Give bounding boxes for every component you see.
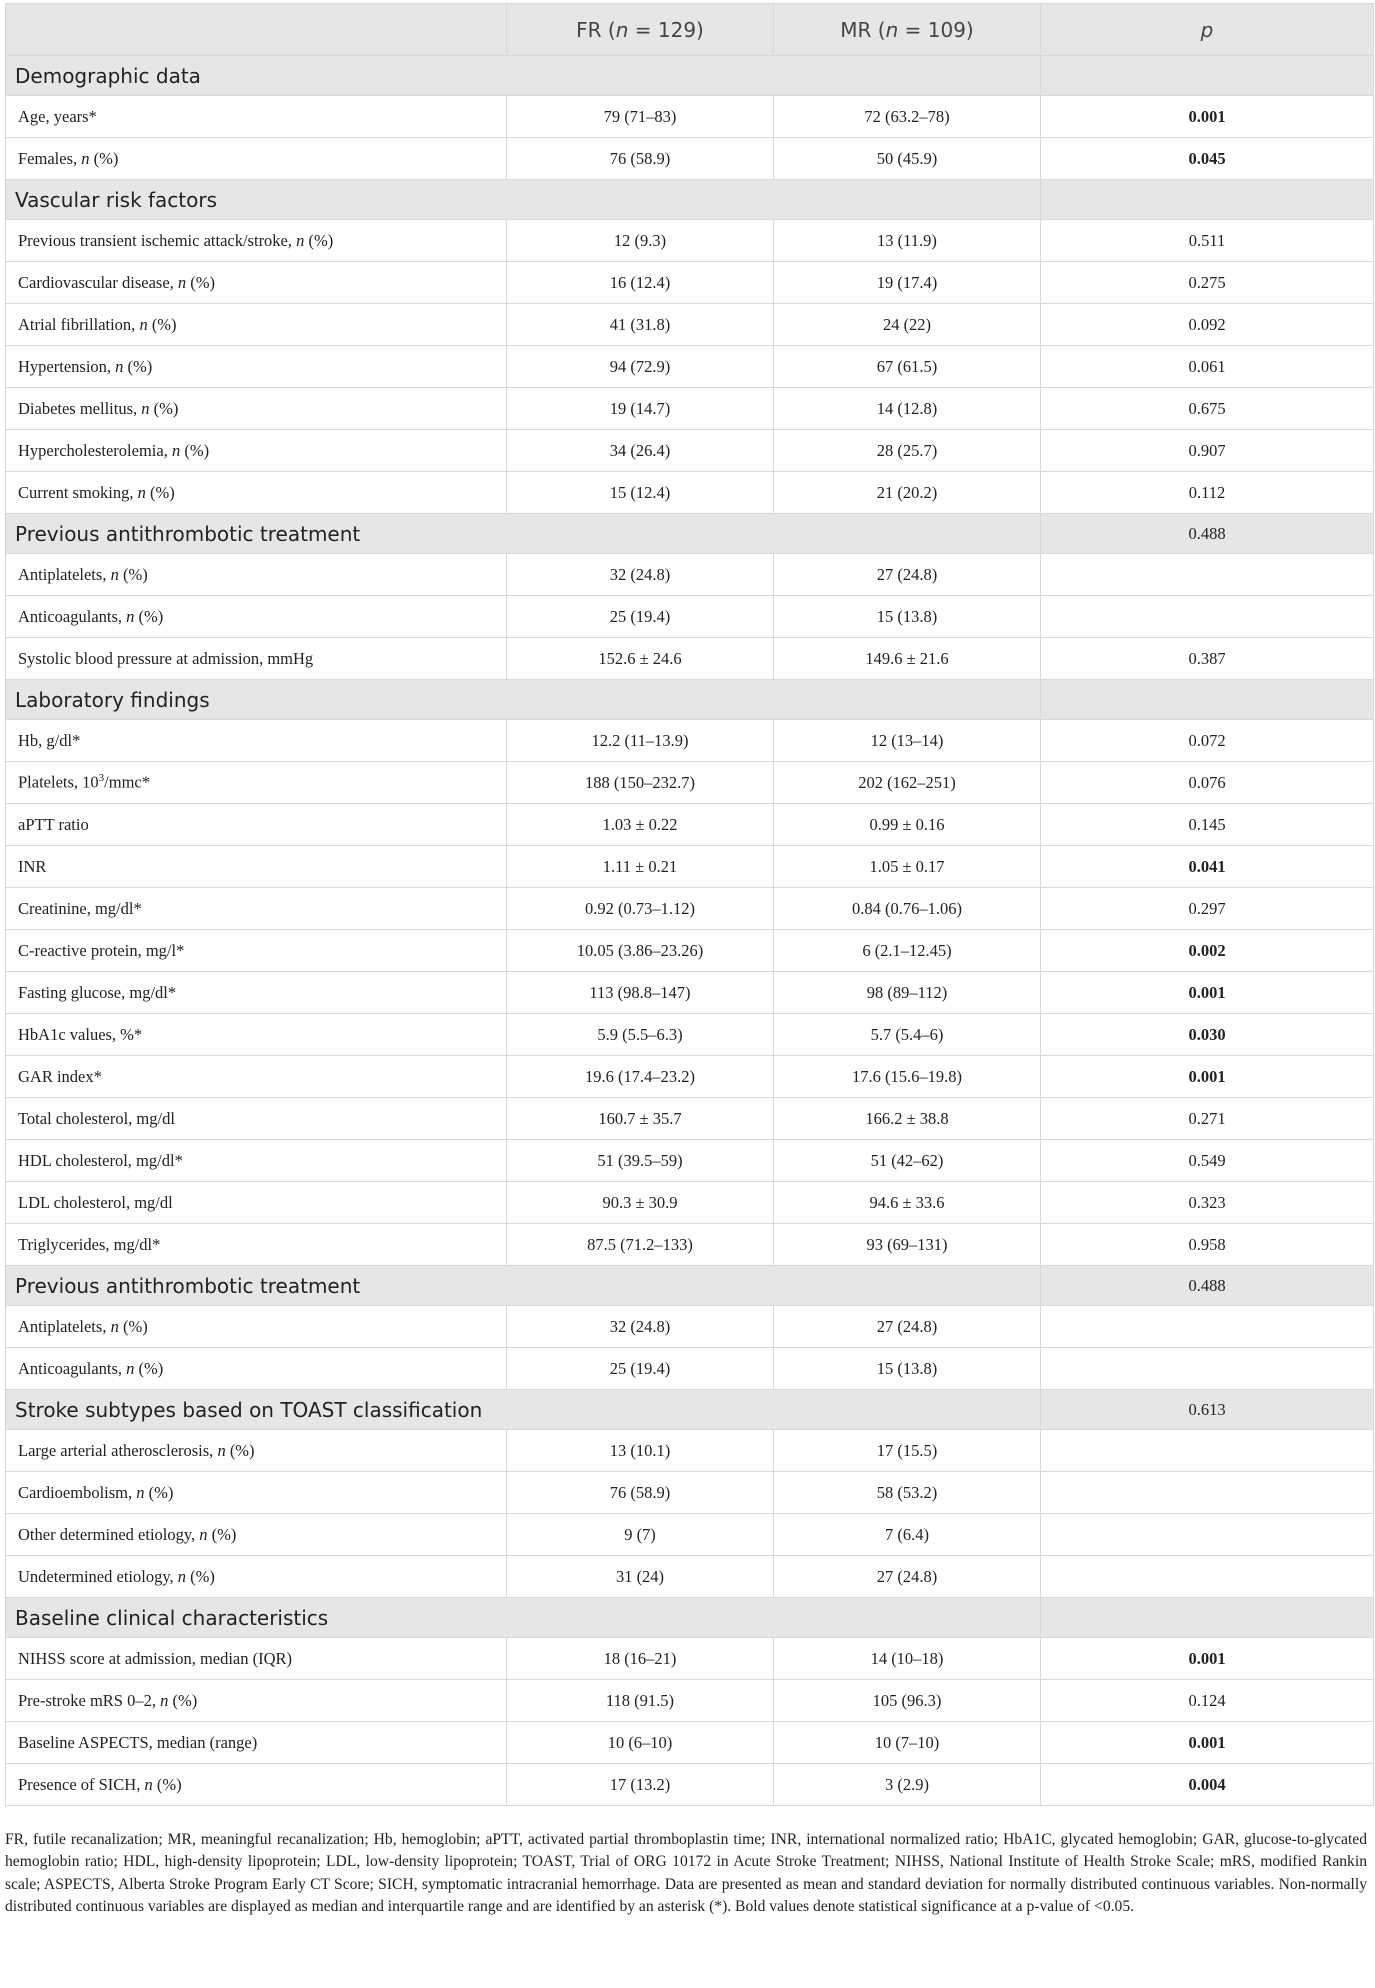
mr-value: 10 (7–10) [774, 1722, 1041, 1764]
row-label-text: Large arterial atherosclerosis, [18, 1440, 218, 1460]
section-header-row [6, 680, 1374, 720]
fr-value: 25 (19.4) [507, 1348, 774, 1390]
p-value: 0.061 [1041, 346, 1374, 388]
fr-value: 188 (150–232.7) [507, 762, 774, 804]
p-value: 0.124 [1041, 1680, 1374, 1722]
row-label-tail: (%) [144, 1482, 174, 1502]
p-value: 0.001 [1041, 1722, 1374, 1764]
fr-value: 15 (12.4) [507, 472, 774, 514]
p-value: 0.271 [1041, 1098, 1374, 1140]
row-label-text: Triglycerides, mg/dl* [18, 1234, 161, 1254]
row-label [6, 930, 507, 972]
fr-value: 79 (71–83) [507, 96, 774, 138]
mr-value: 67 (61.5) [774, 346, 1041, 388]
table-row [6, 762, 1374, 804]
row-label [6, 638, 507, 680]
row-label [6, 554, 507, 596]
p-value [1041, 1348, 1374, 1390]
row-label [6, 1140, 507, 1182]
mr-value: 27 (24.8) [774, 1306, 1041, 1348]
table-row [6, 1514, 1374, 1556]
p-value: 0.511 [1041, 220, 1374, 262]
fr-value: 5.9 (5.5–6.3) [507, 1014, 774, 1056]
header-fr-n-label: n [615, 17, 629, 42]
p-value: 0.112 [1041, 472, 1374, 514]
p-value: 0.004 [1041, 1764, 1374, 1806]
fr-value: 25 (19.4) [507, 596, 774, 638]
row-label-text: Pre-stroke mRS 0–2, [18, 1690, 161, 1710]
row-label-text: Anticoagulants, [18, 606, 127, 626]
row-label-italic: n [126, 606, 135, 626]
row-label-text: INR [18, 856, 47, 876]
row-label [6, 1472, 507, 1514]
mr-value: 3 (2.9) [774, 1764, 1041, 1806]
table-row [6, 1556, 1374, 1598]
mr-value: 19 (17.4) [774, 262, 1041, 304]
mr-value: 17.6 (15.6–19.8) [774, 1056, 1041, 1098]
p-value: 0.387 [1041, 638, 1374, 680]
header-mr-n-label: n [885, 17, 899, 42]
row-label-text: Undetermined etiology, [18, 1566, 178, 1586]
p-value: 0.002 [1041, 930, 1374, 972]
row-label-text: Cardiovascular disease, [18, 272, 178, 292]
row-label-tail: (%) [152, 1774, 182, 1794]
row-label-text: Platelets, 10 [18, 772, 99, 792]
row-label [6, 1224, 507, 1266]
fr-value: 19.6 (17.4–23.2) [507, 1056, 774, 1098]
section-header-row [6, 1598, 1374, 1638]
row-label [6, 1182, 507, 1224]
row-label [6, 1098, 507, 1140]
fr-value: 13 (10.1) [507, 1430, 774, 1472]
row-label-text: Atrial fibrillation, [18, 314, 140, 334]
header-cell-mr: MR (n = 109) [774, 4, 1041, 56]
table-row [6, 1306, 1374, 1348]
section-header-row [6, 1390, 1374, 1430]
row-label-italic: n [137, 482, 146, 502]
table-container [5, 3, 1373, 1806]
row-label-text: Anticoagulants, [18, 1358, 127, 1378]
row-label-tail: (%) [123, 356, 153, 376]
row-label-text: Cardioembolism, [18, 1482, 137, 1502]
mr-value: 0.99 ± 0.16 [774, 804, 1041, 846]
row-label-text: Current smoking, [18, 482, 138, 502]
table-row [6, 554, 1374, 596]
row-label-text: GAR index* [18, 1066, 102, 1086]
p-value [1041, 1306, 1374, 1348]
p-value: 0.001 [1041, 1638, 1374, 1680]
row-label-italic: n [115, 356, 124, 376]
section-p-value [1041, 180, 1374, 220]
table-row [6, 846, 1374, 888]
fr-value: 1.11 ± 0.21 [507, 846, 774, 888]
row-label-text: Baseline ASPECTS, median (range) [18, 1732, 258, 1752]
row-label-italic: n [217, 1440, 226, 1460]
header-mr-group: MR [840, 17, 872, 42]
mr-value: 58 (53.2) [774, 1472, 1041, 1514]
row-label-italic: n [160, 1690, 169, 1710]
row-label-italic: n [296, 230, 305, 250]
mr-value: 14 (12.8) [774, 388, 1041, 430]
fr-value: 18 (16–21) [507, 1638, 774, 1680]
p-value: 0.072 [1041, 720, 1374, 762]
table-row [6, 596, 1374, 638]
mr-value: 28 (25.7) [774, 430, 1041, 472]
p-value: 0.092 [1041, 304, 1374, 346]
p-value: 0.001 [1041, 96, 1374, 138]
section-p-value [1041, 56, 1374, 96]
fr-value: 10.05 (3.86–23.26) [507, 930, 774, 972]
table-row [6, 720, 1374, 762]
fr-value: 12.2 (11–13.9) [507, 720, 774, 762]
mr-value: 15 (13.8) [774, 596, 1041, 638]
table-row [6, 430, 1374, 472]
p-value: 0.045 [1041, 138, 1374, 180]
mr-value: 0.84 (0.76–1.06) [774, 888, 1041, 930]
row-label [6, 346, 507, 388]
p-value [1041, 554, 1374, 596]
mr-value: 5.7 (5.4–6) [774, 1014, 1041, 1056]
table-row [6, 888, 1374, 930]
row-label-italic: n [199, 1524, 208, 1544]
fr-value: 12 (9.3) [507, 220, 774, 262]
baseline-characteristics-table [5, 3, 1374, 1806]
row-label-text: Hypertension, [18, 356, 116, 376]
header-cell-p: p [1041, 4, 1374, 56]
table-row [6, 1430, 1374, 1472]
section-title: Baseline clinical characteristics [6, 1598, 1041, 1638]
row-label-italic: n [177, 272, 187, 292]
p-value [1041, 1556, 1374, 1598]
section-title: Previous antithrombotic treatment [6, 1266, 1041, 1306]
section-title: Demographic data [6, 56, 1041, 96]
fr-value: 31 (24) [507, 1556, 774, 1598]
mr-value: 72 (63.2–78) [774, 96, 1041, 138]
row-label [6, 1638, 507, 1680]
table-row [6, 1224, 1374, 1266]
row-label-text: Presence of SICH, [18, 1774, 145, 1794]
section-p-value [1041, 1598, 1374, 1638]
header-cell-fr: FR (n = 129) [507, 4, 774, 56]
row-label [6, 1306, 507, 1348]
table-row [6, 638, 1374, 680]
row-label-text: Other determined etiology, [18, 1524, 200, 1544]
p-value [1041, 596, 1374, 638]
row-label-italic: n [141, 398, 150, 418]
mr-value: 1.05 ± 0.17 [774, 846, 1041, 888]
row-label-text: Hypercholesterolemia, [18, 440, 172, 460]
row-label-text: Fasting glucose, mg/dl* [18, 982, 177, 1002]
row-label-tail: (%) [118, 564, 148, 584]
row-label [6, 1056, 507, 1098]
section-p-value: 0.488 [1041, 1266, 1374, 1306]
row-label-italic: n [139, 314, 148, 334]
fr-value: 19 (14.7) [507, 388, 774, 430]
fr-value: 17 (13.2) [507, 1764, 774, 1806]
row-label [6, 262, 507, 304]
row-label-text: Age, years* [18, 106, 97, 126]
row-label [6, 1014, 507, 1056]
table-row [6, 388, 1374, 430]
p-value: 0.076 [1041, 762, 1374, 804]
fr-value: 41 (31.8) [507, 304, 774, 346]
p-value: 0.001 [1041, 1056, 1374, 1098]
header-row [6, 4, 1374, 56]
fr-value: 32 (24.8) [507, 554, 774, 596]
table-row [6, 972, 1374, 1014]
mr-value: 6 (2.1–12.45) [774, 930, 1041, 972]
section-header-row [6, 514, 1374, 554]
row-label-tail: (%) [225, 1440, 255, 1460]
table-footnote: FR, futile recanalization; MR, meaningful recanalization; Hb, hemoglobin; aPTT, activated partial thromboplastin time; INR, international normalized ratio; HbA1C, glycated hemoglobin; GAR, glucose-to-glycated hemoglobin ratio; HDL, high-density lipoprotein; LDL, low-density lipoprotein; TOAST, Trial of ORG 10172 in Acute Stroke Treatment; NIHSS, National Institute of Health Stroke Scale; mRS, modified Rankin scale; ASPECTS, Alberta Stroke Program Early CT Score; SICH, symptomatic intracranial hemorrhage. Data are presented as mean and standard deviation for normally distributed continuous variables. Non-normally distributed continuous variables are displayed as median and interquartile range and are identified by an asterisk (*). Bold values denote statistical significance at a p-value of <0.05. [5, 1831, 1367, 1915]
row-label-text: Females, [18, 148, 82, 168]
p-value: 0.145 [1041, 804, 1374, 846]
p-value: 0.675 [1041, 388, 1374, 430]
section-title: Vascular risk factors [6, 180, 1041, 220]
table-row [6, 1098, 1374, 1140]
p-value: 0.323 [1041, 1182, 1374, 1224]
row-label-italic: n [110, 564, 119, 584]
row-label-italic: n [144, 1774, 153, 1794]
row-label [6, 1514, 507, 1556]
row-label-italic: n [177, 1566, 187, 1586]
mr-value: 166.2 ± 38.8 [774, 1098, 1041, 1140]
mr-value: 93 (69–131) [774, 1224, 1041, 1266]
row-label-italic: n [126, 1358, 135, 1378]
row-label [6, 304, 507, 346]
row-label-tail: /mmc* [104, 772, 150, 792]
table-row [6, 1182, 1374, 1224]
fr-value: 16 (12.4) [507, 262, 774, 304]
row-label-tail: (%) [118, 1316, 148, 1336]
table-row [6, 472, 1374, 514]
mr-value: 24 (22) [774, 304, 1041, 346]
row-label-tail: (%) [207, 1524, 237, 1544]
row-label-superscript: 3 [98, 772, 105, 785]
row-label-text: Systolic blood pressure at admission, mmHg [18, 648, 314, 668]
table-row [6, 930, 1374, 972]
fr-value: 94 (72.9) [507, 346, 774, 388]
table-row [6, 220, 1374, 262]
row-label [6, 96, 507, 138]
row-label-text: NIHSS score at admission, median (IQR) [18, 1648, 293, 1668]
table-row [6, 1680, 1374, 1722]
fr-value: 0.92 (0.73–1.12) [507, 888, 774, 930]
mr-value: 105 (96.3) [774, 1680, 1041, 1722]
fr-value: 34 (26.4) [507, 430, 774, 472]
row-label-text: aPTT ratio [18, 814, 89, 834]
row-label-tail: (%) [145, 482, 175, 502]
mr-value: 14 (10–18) [774, 1638, 1041, 1680]
row-label [6, 972, 507, 1014]
row-label-tail: (%) [304, 230, 334, 250]
table-row [6, 804, 1374, 846]
table-row [6, 1348, 1374, 1390]
p-value [1041, 1472, 1374, 1514]
mr-value: 94.6 ± 33.6 [774, 1182, 1041, 1224]
fr-value: 10 (6–10) [507, 1722, 774, 1764]
fr-value: 76 (58.9) [507, 1472, 774, 1514]
row-label [6, 720, 507, 762]
table-row [6, 1638, 1374, 1680]
table-row [6, 1722, 1374, 1764]
header-mr-n-value: = 109 [904, 17, 966, 42]
section-header-row [6, 180, 1374, 220]
row-label [6, 888, 507, 930]
row-label-italic: n [136, 1482, 145, 1502]
p-value: 0.001 [1041, 972, 1374, 1014]
section-p-value: 0.488 [1041, 514, 1374, 554]
row-label-text: HDL cholesterol, mg/dl* [18, 1150, 183, 1170]
table-body [6, 56, 1374, 1806]
row-label-tail: (%) [134, 606, 164, 626]
mr-value: 50 (45.9) [774, 138, 1041, 180]
p-value: 0.297 [1041, 888, 1374, 930]
row-label-tail: (%) [180, 440, 210, 460]
section-header-row [6, 56, 1374, 96]
row-label [6, 762, 507, 804]
table-row [6, 96, 1374, 138]
fr-value: 9 (7) [507, 1514, 774, 1556]
table-row [6, 304, 1374, 346]
fr-value: 118 (91.5) [507, 1680, 774, 1722]
table-row [6, 1014, 1374, 1056]
row-label-tail: (%) [89, 148, 119, 168]
row-label-italic: n [171, 440, 181, 460]
row-label-text: HbA1c values, %* [18, 1024, 143, 1044]
row-label [6, 596, 507, 638]
fr-value: 113 (98.8–147) [507, 972, 774, 1014]
p-value: 0.030 [1041, 1014, 1374, 1056]
row-label-tail: (%) [134, 1358, 164, 1378]
header-fr-n-value: = 129 [634, 17, 697, 42]
row-label-italic: n [81, 148, 90, 168]
section-p-value: 0.613 [1041, 1390, 1374, 1430]
fr-value: 1.03 ± 0.22 [507, 804, 774, 846]
row-label [6, 138, 507, 180]
fr-value: 51 (39.5–59) [507, 1140, 774, 1182]
row-label [6, 220, 507, 262]
section-p-value [1041, 680, 1374, 720]
row-label [6, 1556, 507, 1598]
table-row [6, 1056, 1374, 1098]
section-title: Laboratory findings [6, 680, 1041, 720]
p-value [1041, 1514, 1374, 1556]
table-row [6, 1764, 1374, 1806]
header-fr-group: FR [576, 17, 602, 42]
row-label-text: C-reactive protein, mg/l* [18, 940, 185, 960]
row-label [6, 1430, 507, 1472]
fr-value: 32 (24.8) [507, 1306, 774, 1348]
fr-value: 152.6 ± 24.6 [507, 638, 774, 680]
mr-value: 27 (24.8) [774, 554, 1041, 596]
row-label-text: Antiplatelets, [18, 564, 111, 584]
row-label-tail: (%) [147, 314, 177, 334]
p-value: 0.958 [1041, 1224, 1374, 1266]
row-label [6, 472, 507, 514]
table-row [6, 1140, 1374, 1182]
row-label-text: Previous transient ischemic attack/stroke, [18, 230, 297, 250]
mr-value: 15 (13.8) [774, 1348, 1041, 1390]
row-label [6, 1722, 507, 1764]
fr-value: 76 (58.9) [507, 138, 774, 180]
mr-value: 51 (42–62) [774, 1140, 1041, 1182]
p-value: 0.041 [1041, 846, 1374, 888]
row-label-tail: (%) [186, 1566, 215, 1586]
table-row [6, 262, 1374, 304]
table-row [6, 346, 1374, 388]
mr-value: 21 (20.2) [774, 472, 1041, 514]
row-label [6, 1764, 507, 1806]
row-label-tail: (%) [186, 272, 216, 292]
row-label [6, 846, 507, 888]
mr-value: 17 (15.5) [774, 1430, 1041, 1472]
fr-value: 87.5 (71.2–133) [507, 1224, 774, 1266]
mr-value: 7 (6.4) [774, 1514, 1041, 1556]
mr-value: 13 (11.9) [774, 220, 1041, 262]
mr-value: 12 (13–14) [774, 720, 1041, 762]
mr-value: 202 (162–251) [774, 762, 1041, 804]
row-label [6, 388, 507, 430]
row-label [6, 430, 507, 472]
row-label-text: Total cholesterol, mg/dl [18, 1108, 175, 1128]
row-label-italic: n [110, 1316, 119, 1336]
row-label-text: Diabetes mellitus, [18, 398, 142, 418]
table-row [6, 138, 1374, 180]
row-label-text: Hb, g/dl* [18, 730, 81, 750]
mr-value: 149.6 ± 21.6 [774, 638, 1041, 680]
header-cell-empty [6, 4, 507, 56]
row-label-text: Creatinine, mg/dl* [18, 898, 142, 918]
p-value: 0.275 [1041, 262, 1374, 304]
row-label-tail: (%) [149, 398, 179, 418]
row-label [6, 1680, 507, 1722]
mr-value: 98 (89–112) [774, 972, 1041, 1014]
mr-value: 27 (24.8) [774, 1556, 1041, 1598]
row-label [6, 804, 507, 846]
table-row [6, 1472, 1374, 1514]
row-label [6, 1348, 507, 1390]
p-value: 0.907 [1041, 430, 1374, 472]
section-title: Previous antithrombotic treatment [6, 514, 1041, 554]
section-title: Stroke subtypes based on TOAST classification [6, 1390, 1041, 1430]
section-header-row [6, 1266, 1374, 1306]
p-value [1041, 1430, 1374, 1472]
fr-value: 160.7 ± 35.7 [507, 1098, 774, 1140]
fr-value: 90.3 ± 30.9 [507, 1182, 774, 1224]
row-label-tail: (%) [168, 1690, 198, 1710]
row-label-text: Antiplatelets, [18, 1316, 111, 1336]
p-value: 0.549 [1041, 1140, 1374, 1182]
row-label-text: LDL cholesterol, mg/dl [18, 1192, 173, 1212]
